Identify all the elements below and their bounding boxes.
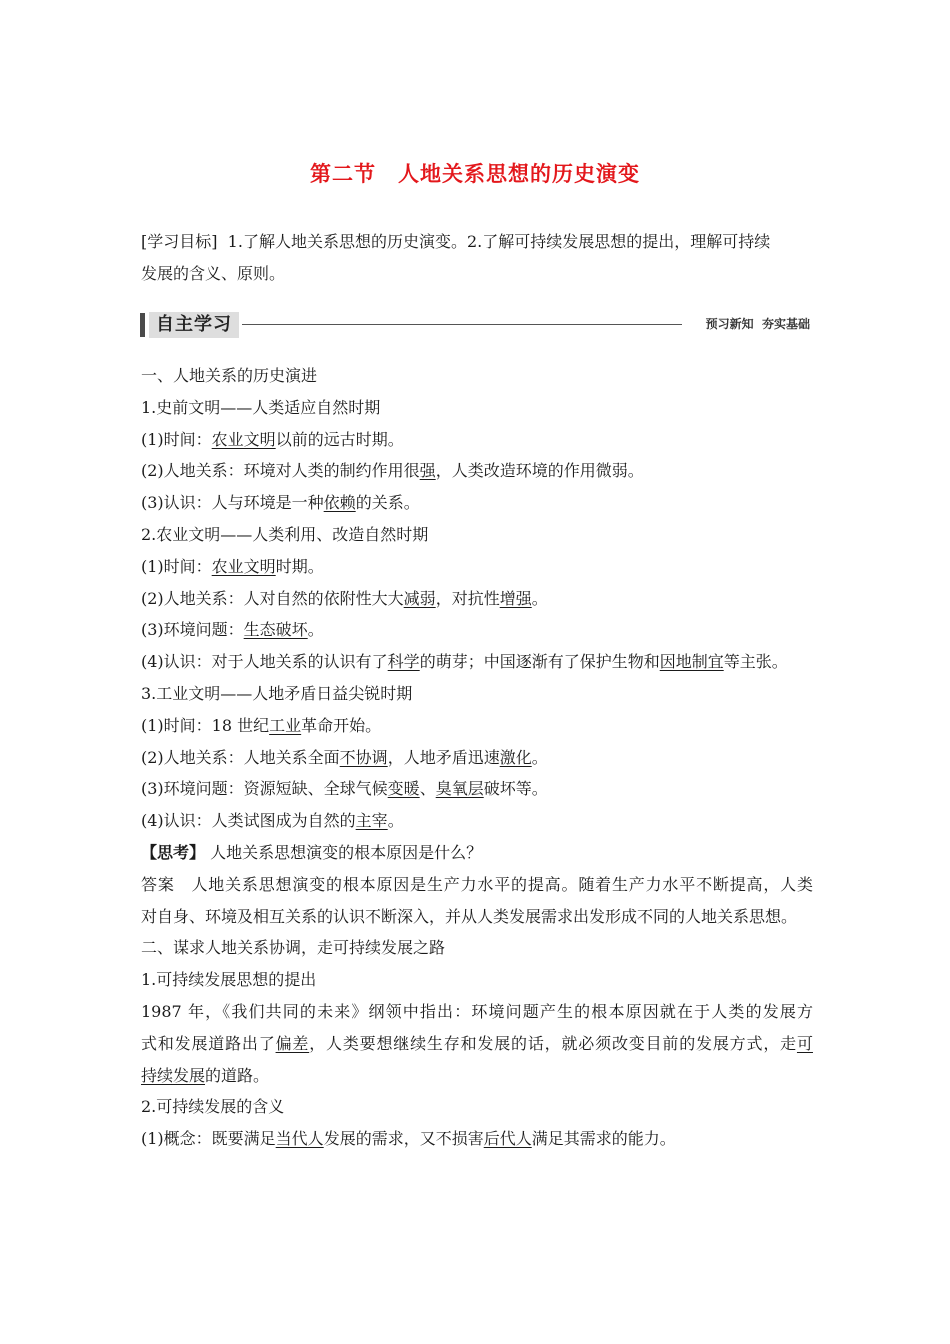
answer-blank: 臭氧层 bbox=[435, 779, 484, 799]
learning-goals-line-1 bbox=[141, 226, 813, 258]
answer-blank: 增强 bbox=[499, 588, 532, 608]
text-segment: 3.工业文明——人地矛盾日益尖锐时期 bbox=[141, 683, 413, 703]
text-segment: (2)人地关系：人地关系全面 bbox=[141, 747, 340, 767]
text-segment: ，人类改造环境的作用微弱。 bbox=[435, 461, 644, 481]
text-segment: 【思考】 bbox=[141, 842, 206, 862]
answer-blank: 主宰 bbox=[355, 811, 388, 831]
text-segment: 的关系。 bbox=[355, 493, 420, 513]
answer-blank: 依赖 bbox=[323, 493, 356, 513]
banner-rule bbox=[242, 324, 682, 325]
text-segment: 2.可持续发展的含义 bbox=[141, 1097, 285, 1117]
answer-blank: 科学 bbox=[387, 652, 420, 672]
learning-goals-line-2: 发展的含义、原则。 bbox=[141, 264, 286, 283]
banner-bar bbox=[140, 313, 145, 337]
text-segment: 的萌芽；中国逐渐有了保护生物和 bbox=[419, 652, 660, 672]
text-segment: 对自身、环境及相互关系的认识不断深入，并从人类发展需求出发形成不同的人地关系思想。 bbox=[141, 906, 798, 926]
text-line-l8 bbox=[141, 583, 813, 615]
answer-blank: 强 bbox=[419, 461, 436, 481]
learning-goals-text: 1.了解人地关系思想的历史演变。2.了解可持续发展思想的提出，理解可持续 bbox=[227, 232, 771, 251]
text-segment: 二、谋求人地关系协调，走可持续发展之路 bbox=[141, 938, 446, 958]
text-segment: 答案 人地关系思想演变的根本原因是生产力水平的提高。随着生产力水平不断提高，人类 bbox=[141, 874, 813, 894]
text-line-l4 bbox=[141, 455, 813, 487]
text-segment: 。 bbox=[307, 620, 324, 640]
text-segment: 式和发展道路出了 bbox=[141, 1033, 276, 1053]
text-segment: (4)认识：人类试图成为自然的 bbox=[141, 811, 356, 831]
text-line-l3 bbox=[141, 424, 813, 456]
banner-subtitle: 预习新知 夯实基础 bbox=[705, 317, 810, 331]
answer-blank: 可 bbox=[796, 1033, 813, 1053]
answer-blank: 不协调 bbox=[339, 747, 388, 767]
text-line-l7 bbox=[141, 551, 813, 583]
text-segment: 。 bbox=[387, 811, 404, 831]
answer-blank: 农业文明 bbox=[211, 429, 276, 449]
text-segment: (1)概念：既要满足 bbox=[141, 1129, 276, 1149]
answer-blank: 农业文明 bbox=[211, 556, 276, 576]
text-segment: (1)时间： bbox=[141, 556, 212, 576]
text-segment: 1.史前文明——人类适应自然时期 bbox=[141, 397, 381, 417]
text-line-l16 bbox=[141, 837, 813, 869]
text-line-l10 bbox=[141, 646, 813, 678]
text-segment: 。 bbox=[531, 588, 548, 608]
text-segment: (3)环境问题：资源短缺、全球气候 bbox=[141, 779, 388, 799]
answer-blank: 减弱 bbox=[403, 588, 436, 608]
text-segment: 人地关系思想演变的根本原因是什么？ bbox=[205, 842, 483, 862]
text-line-l21 bbox=[141, 996, 813, 1028]
banner-label: 自主学习 bbox=[149, 312, 239, 338]
text-segment: 1.可持续发展思想的提出 bbox=[141, 970, 317, 990]
text-segment: ，对抗性 bbox=[435, 588, 500, 608]
answer-blank: 生态破坏 bbox=[243, 620, 308, 640]
text-line-l12 bbox=[141, 710, 813, 742]
text-line-l18 bbox=[141, 901, 813, 933]
learning-goals bbox=[141, 226, 813, 290]
text-segment: (4)认识：对于人地关系的认识有了 bbox=[141, 652, 388, 672]
text-line-l22 bbox=[141, 1028, 813, 1060]
text-segment: 革命开始。 bbox=[301, 715, 382, 735]
text-line-l15 bbox=[141, 805, 813, 837]
text-segment: 等主张。 bbox=[723, 652, 788, 672]
text-segment: (3)环境问题： bbox=[141, 620, 244, 640]
text-line-l14 bbox=[141, 773, 813, 805]
answer-blank: 偏差 bbox=[275, 1033, 310, 1053]
text-segment: (3)认识：人与环境是一种 bbox=[141, 493, 324, 513]
text-segment: ，人地矛盾迅速 bbox=[387, 747, 500, 767]
text-segment: (1)时间：18 世纪 bbox=[141, 715, 270, 735]
text-segment: ，人类要想继续生存和发展的话，就必须改变目前的发展方式，走 bbox=[309, 1033, 797, 1053]
answer-blank: 因地制宜 bbox=[659, 652, 724, 672]
text-line-l25 bbox=[141, 1123, 813, 1155]
text-line-l2 bbox=[141, 392, 813, 424]
text-segment: 1987 年，《我们共同的未来》纲领中指出：环境问题产生的根本原因就在于人类的发展方 bbox=[141, 1001, 813, 1021]
text-line-l1 bbox=[141, 360, 813, 392]
text-segment: 。 bbox=[531, 747, 548, 767]
text-segment: 、 bbox=[419, 779, 436, 799]
learning-goals-label: [学习目标] bbox=[141, 232, 218, 251]
text-line-l6 bbox=[141, 519, 813, 551]
answer-blank: 工业 bbox=[269, 715, 302, 735]
text-line-l24 bbox=[141, 1091, 813, 1123]
answer-blank: 当代人 bbox=[275, 1129, 324, 1149]
text-line-l9 bbox=[141, 614, 813, 646]
text-segment: 以前的远古时期。 bbox=[275, 429, 404, 449]
text-line-l23 bbox=[141, 1060, 813, 1092]
text-line-l13 bbox=[141, 742, 813, 774]
text-line-l19 bbox=[141, 932, 813, 964]
text-segment: 时期。 bbox=[275, 556, 324, 576]
text-line-l17 bbox=[141, 869, 813, 901]
page-title: 第二节 人地关系思想的历史演变 bbox=[310, 162, 640, 186]
text-line-l20 bbox=[141, 964, 813, 996]
text-segment: 满足其需求的能力。 bbox=[531, 1129, 676, 1149]
text-segment: (2)人地关系：人对自然的依附性大大 bbox=[141, 588, 404, 608]
text-line-l5 bbox=[141, 487, 813, 519]
text-segment: 一、人地关系的历史演进 bbox=[141, 366, 318, 385]
text-segment: 2.农业文明——人类利用、改造自然时期 bbox=[141, 524, 429, 544]
text-segment: 发展的需求，又不损害 bbox=[323, 1129, 484, 1149]
section-banner bbox=[140, 311, 812, 339]
text-line-l11 bbox=[141, 678, 813, 710]
text-segment: (2)人地关系：环境对人类的制约作用很 bbox=[141, 461, 420, 481]
text-segment: 的道路。 bbox=[205, 1065, 270, 1085]
text-segment: (1)时间： bbox=[141, 429, 212, 449]
answer-blank: 激化 bbox=[499, 747, 532, 767]
study-content bbox=[141, 360, 813, 1155]
answer-blank: 持续发展 bbox=[141, 1065, 206, 1085]
answer-blank: 后代人 bbox=[483, 1129, 532, 1149]
text-segment: 破坏等。 bbox=[483, 779, 548, 799]
answer-blank: 变暖 bbox=[387, 779, 420, 799]
